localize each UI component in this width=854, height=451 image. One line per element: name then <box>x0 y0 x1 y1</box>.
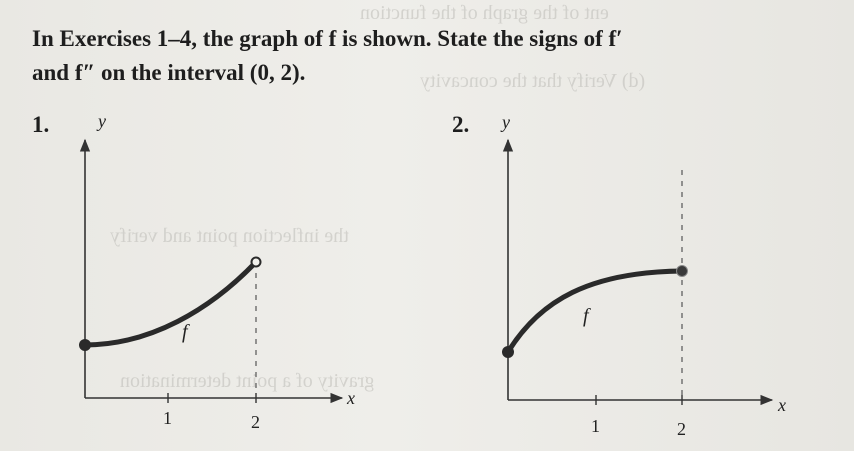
graph-1 <box>79 111 355 432</box>
graph-1-x-label: x <box>347 388 355 408</box>
bleed-through-text: gravity of a point determination <box>120 370 375 392</box>
graph-2-tick-label-1: 1 <box>591 416 600 436</box>
bleed-through-text: the inflection point and verify <box>110 225 349 247</box>
bleed-through-text: ent of the graph of the function <box>360 2 609 24</box>
graph-1-open-endpoint <box>252 258 261 267</box>
graph-1-curve <box>85 262 256 345</box>
graph-2 <box>500 112 786 439</box>
graph-1-tick-label-1: 1 <box>163 408 172 428</box>
instructions-line-1: In Exercises 1–4, the graph of f is shown. State the signs of f′ <box>32 26 623 51</box>
graph-2-tick-label-2: 2 <box>677 419 686 439</box>
graph-1-closed-endpoint <box>79 339 91 351</box>
graph-1-y-label: y <box>98 111 106 131</box>
exercise-1-number: 1. <box>32 112 50 137</box>
bleed-through-text: (d) Verify that the concavity <box>420 70 646 92</box>
graph-2-curve <box>508 271 682 352</box>
graph-1-curve-label: f <box>182 321 188 343</box>
graph-2-x-label: x <box>778 395 786 415</box>
instructions-line-2: and f″ on the interval (0, 2). <box>32 60 306 85</box>
graph-2-curve-label: f <box>583 305 589 327</box>
graph-2-y-label: y <box>502 112 510 132</box>
graph-2-closed-endpoint-left <box>502 346 514 358</box>
exercise-2-number: 2. <box>452 112 470 137</box>
graph-2-closed-endpoint-right <box>677 266 688 277</box>
graph-1-tick-label-2: 2 <box>251 412 260 432</box>
